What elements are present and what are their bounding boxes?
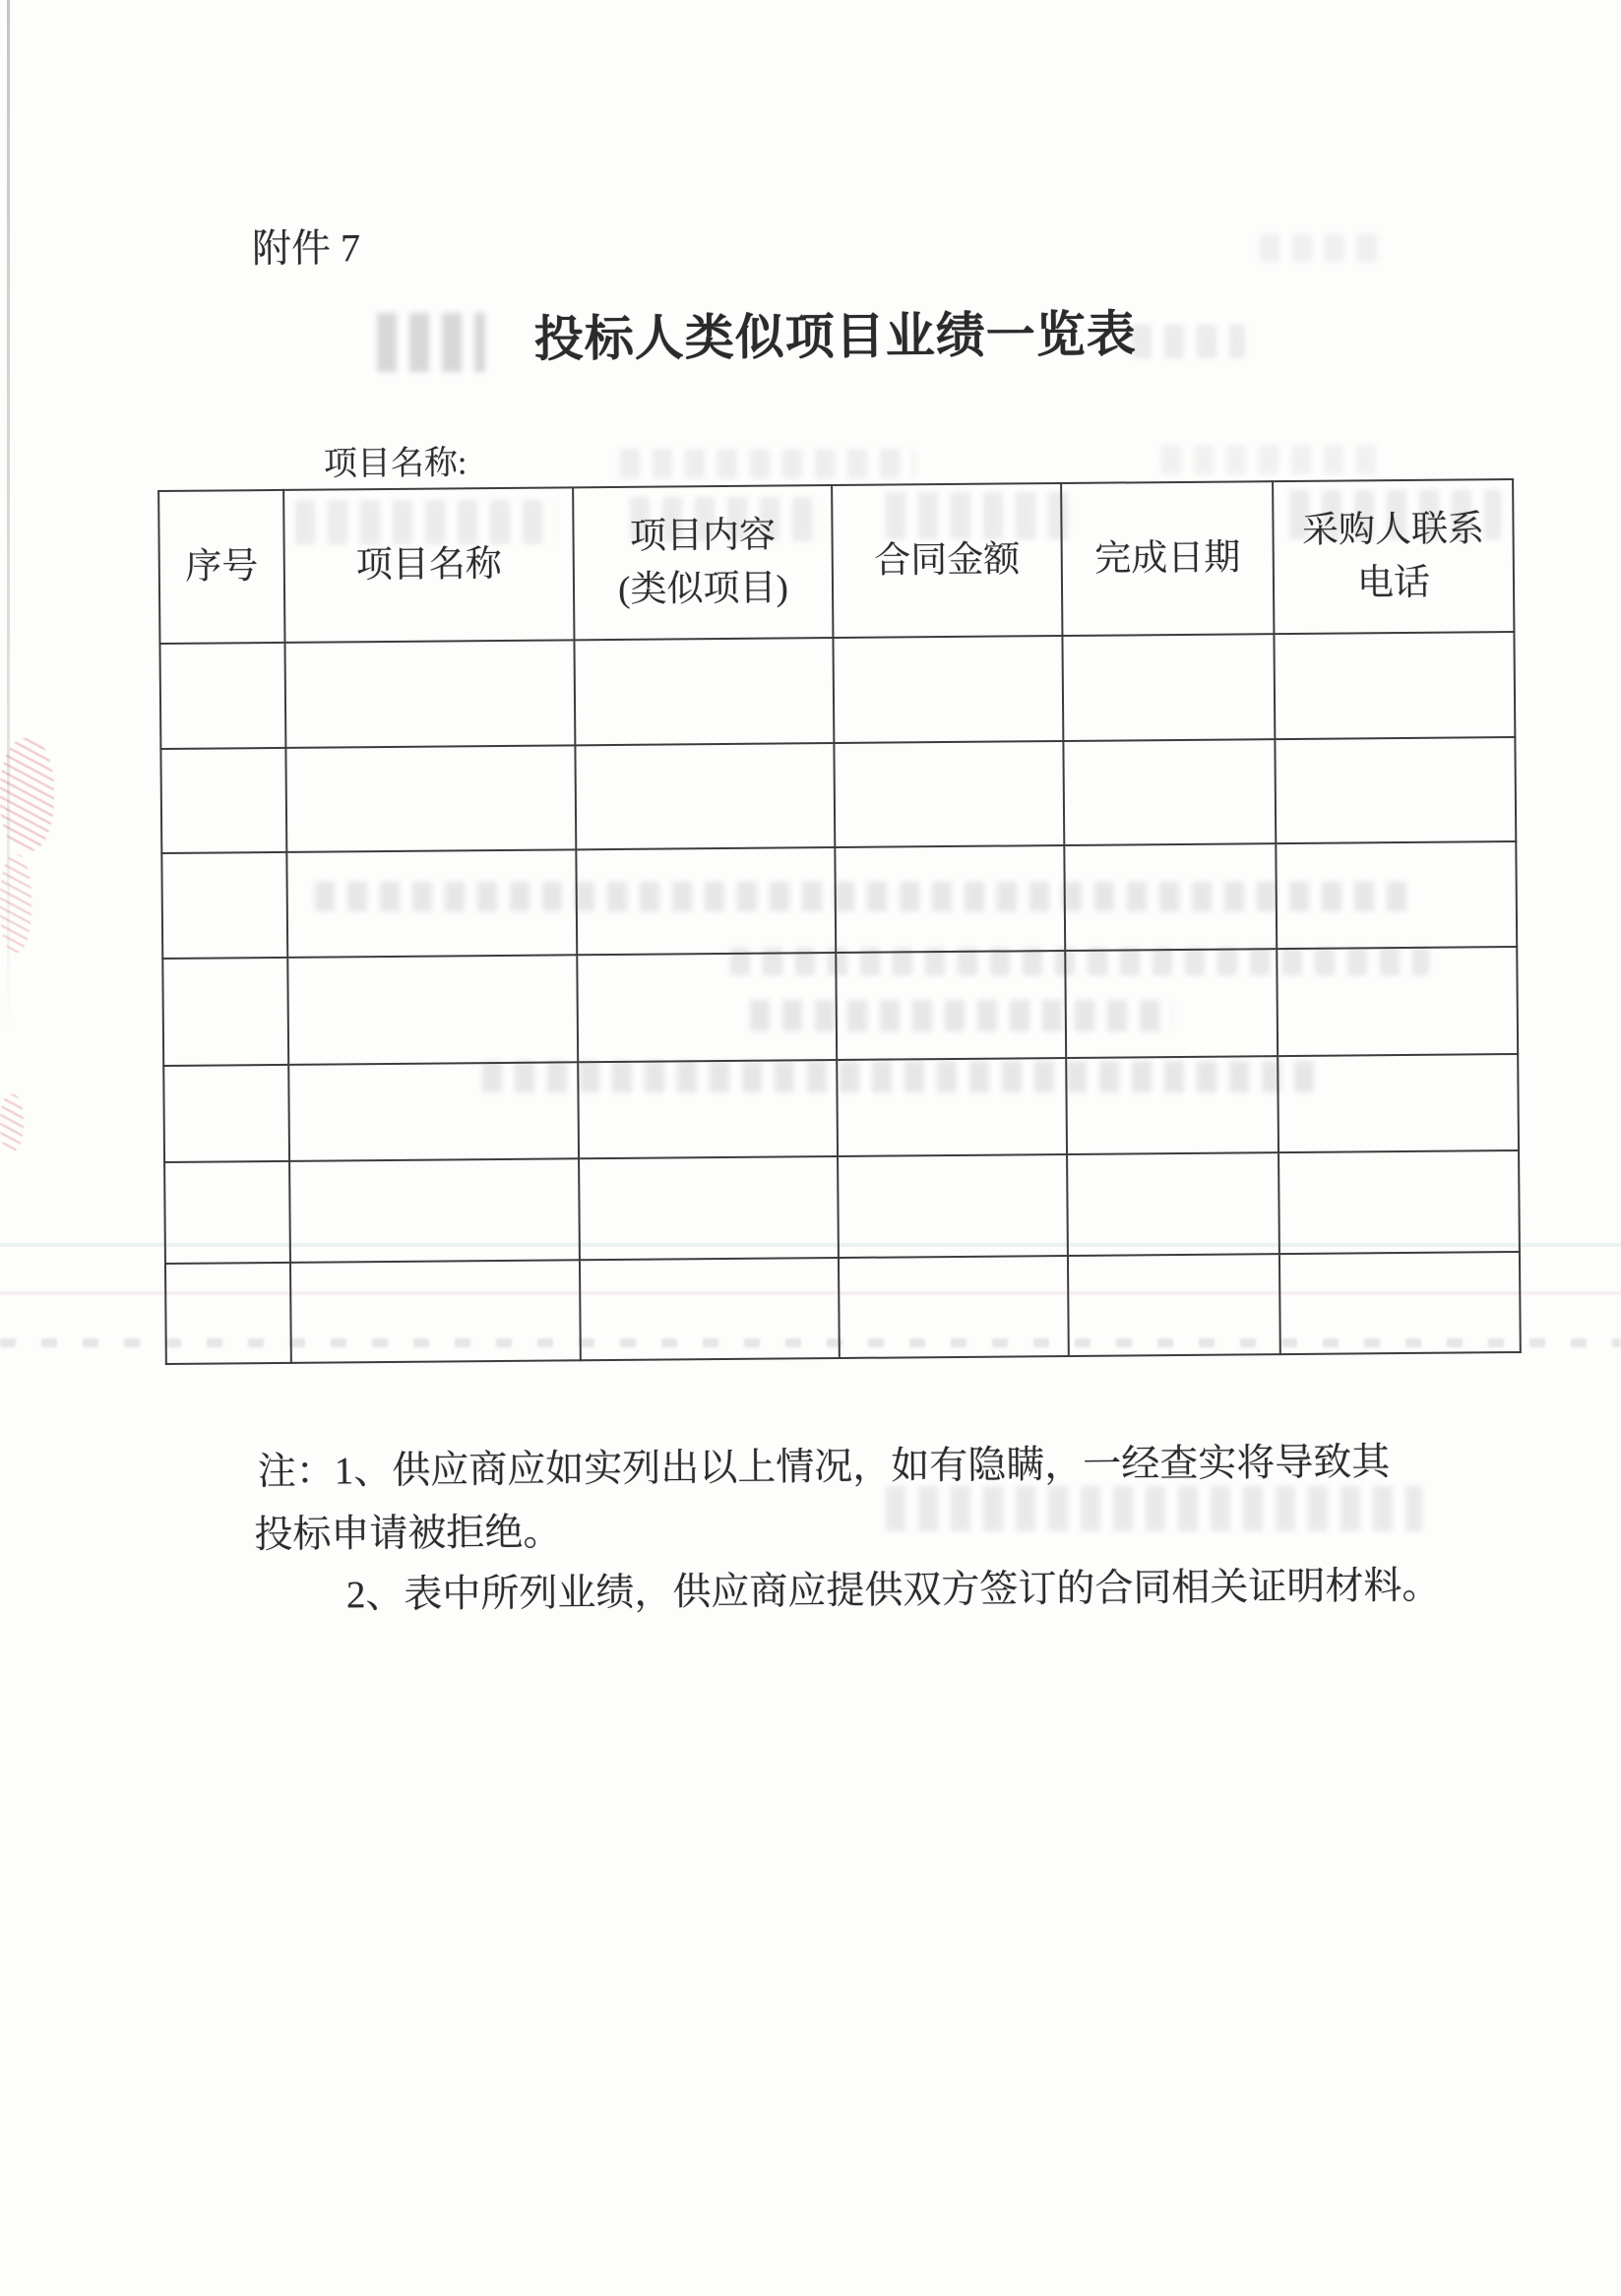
table-cell-empty: [162, 958, 288, 1066]
note-line-3: 2、表中所列业绩，供应商应提供双方签订的合同相关证明材料。: [345, 1564, 1441, 1617]
table-cell-empty: [1064, 843, 1277, 951]
table-cell-empty: [1278, 1054, 1519, 1152]
table-cell-empty: [835, 845, 1065, 953]
table-cell-empty: [161, 852, 287, 959]
table-cell-empty: [1279, 1252, 1521, 1354]
table-cell-empty: [1275, 737, 1516, 843]
note-line-1: 注：1、供应商应如实列出以上情况，如有隐瞒，一经查实将导致其: [257, 1441, 1391, 1494]
header-cell-project-name: [283, 487, 574, 643]
table-cell-empty: [1062, 634, 1275, 741]
table-row: [160, 737, 1516, 853]
table-cell-empty: [837, 1058, 1067, 1156]
table-cell-empty: [833, 636, 1063, 743]
table-cell-empty: [1274, 632, 1515, 739]
header-cell-serial-number: [158, 490, 284, 644]
table-cell-empty: [578, 1060, 838, 1158]
header-label: 电话: [1356, 562, 1431, 603]
table-cell-empty: [285, 745, 576, 852]
table-cell-empty: [1276, 841, 1517, 949]
project-name-label: 项目名称:: [323, 445, 468, 483]
table-row: [162, 947, 1518, 1066]
table-cell-empty: [1063, 739, 1276, 845]
table-cell-empty: [579, 1156, 839, 1260]
table-cell-empty: [160, 748, 286, 853]
performance-table: [157, 478, 1522, 1365]
table-cell-empty: [575, 743, 835, 849]
table-row: [164, 1150, 1520, 1264]
table-cell-empty: [576, 847, 836, 955]
header-label: 序号: [185, 545, 259, 588]
table-row: [159, 632, 1515, 749]
table-cell-empty: [580, 1258, 840, 1360]
note-line-2: 投标申请被拒绝。: [254, 1511, 562, 1557]
table-cell-empty: [287, 955, 578, 1065]
header-cell-contract-amount: [832, 483, 1062, 638]
table-cell-empty: [165, 1263, 291, 1364]
header-label: 采购人联系: [1301, 509, 1485, 551]
attachment-label: 附件 7: [251, 225, 361, 272]
table-cell-empty: [1067, 1152, 1279, 1256]
table-cell-empty: [1065, 949, 1278, 1058]
table-cell-empty: [1277, 947, 1518, 1056]
header-label: 项目内容: [629, 515, 777, 557]
table-cell-empty: [289, 1158, 580, 1263]
table-cell-empty: [577, 953, 837, 1062]
table-cell-empty: [1066, 1056, 1278, 1154]
table-header-row: [158, 479, 1514, 644]
table-cell-empty: [284, 640, 575, 748]
table-cell-empty: [288, 1062, 579, 1161]
header-cell-purchaser-phone: [1273, 479, 1514, 634]
header-label: 完成日期: [1094, 537, 1241, 580]
table-cell-empty: [1068, 1254, 1280, 1356]
document-title: 投标人类似项目业绩一览表: [533, 306, 1138, 367]
table-cell-empty: [834, 741, 1064, 847]
table-cell-empty: [839, 1256, 1069, 1358]
table-cell-empty: [1278, 1150, 1520, 1254]
table-cell-empty: [163, 1065, 289, 1162]
table-cell-empty: [836, 951, 1066, 1060]
header-label: 合同金额: [874, 539, 1021, 582]
table-cell-empty: [838, 1154, 1068, 1258]
header-cell-project-content: [573, 485, 833, 640]
table-cell-empty: [286, 849, 577, 958]
table-cell-empty: [159, 643, 285, 749]
header-label: 项目名称: [355, 543, 502, 586]
table-row: [161, 841, 1517, 959]
table-cell-empty: [164, 1161, 290, 1264]
header-label: (类似项目): [618, 567, 789, 610]
table-row: [163, 1054, 1519, 1162]
table-cell-empty: [290, 1260, 581, 1363]
table-cell-empty: [574, 638, 834, 745]
table-row: [165, 1252, 1521, 1364]
header-cell-completion-date: [1061, 481, 1274, 636]
